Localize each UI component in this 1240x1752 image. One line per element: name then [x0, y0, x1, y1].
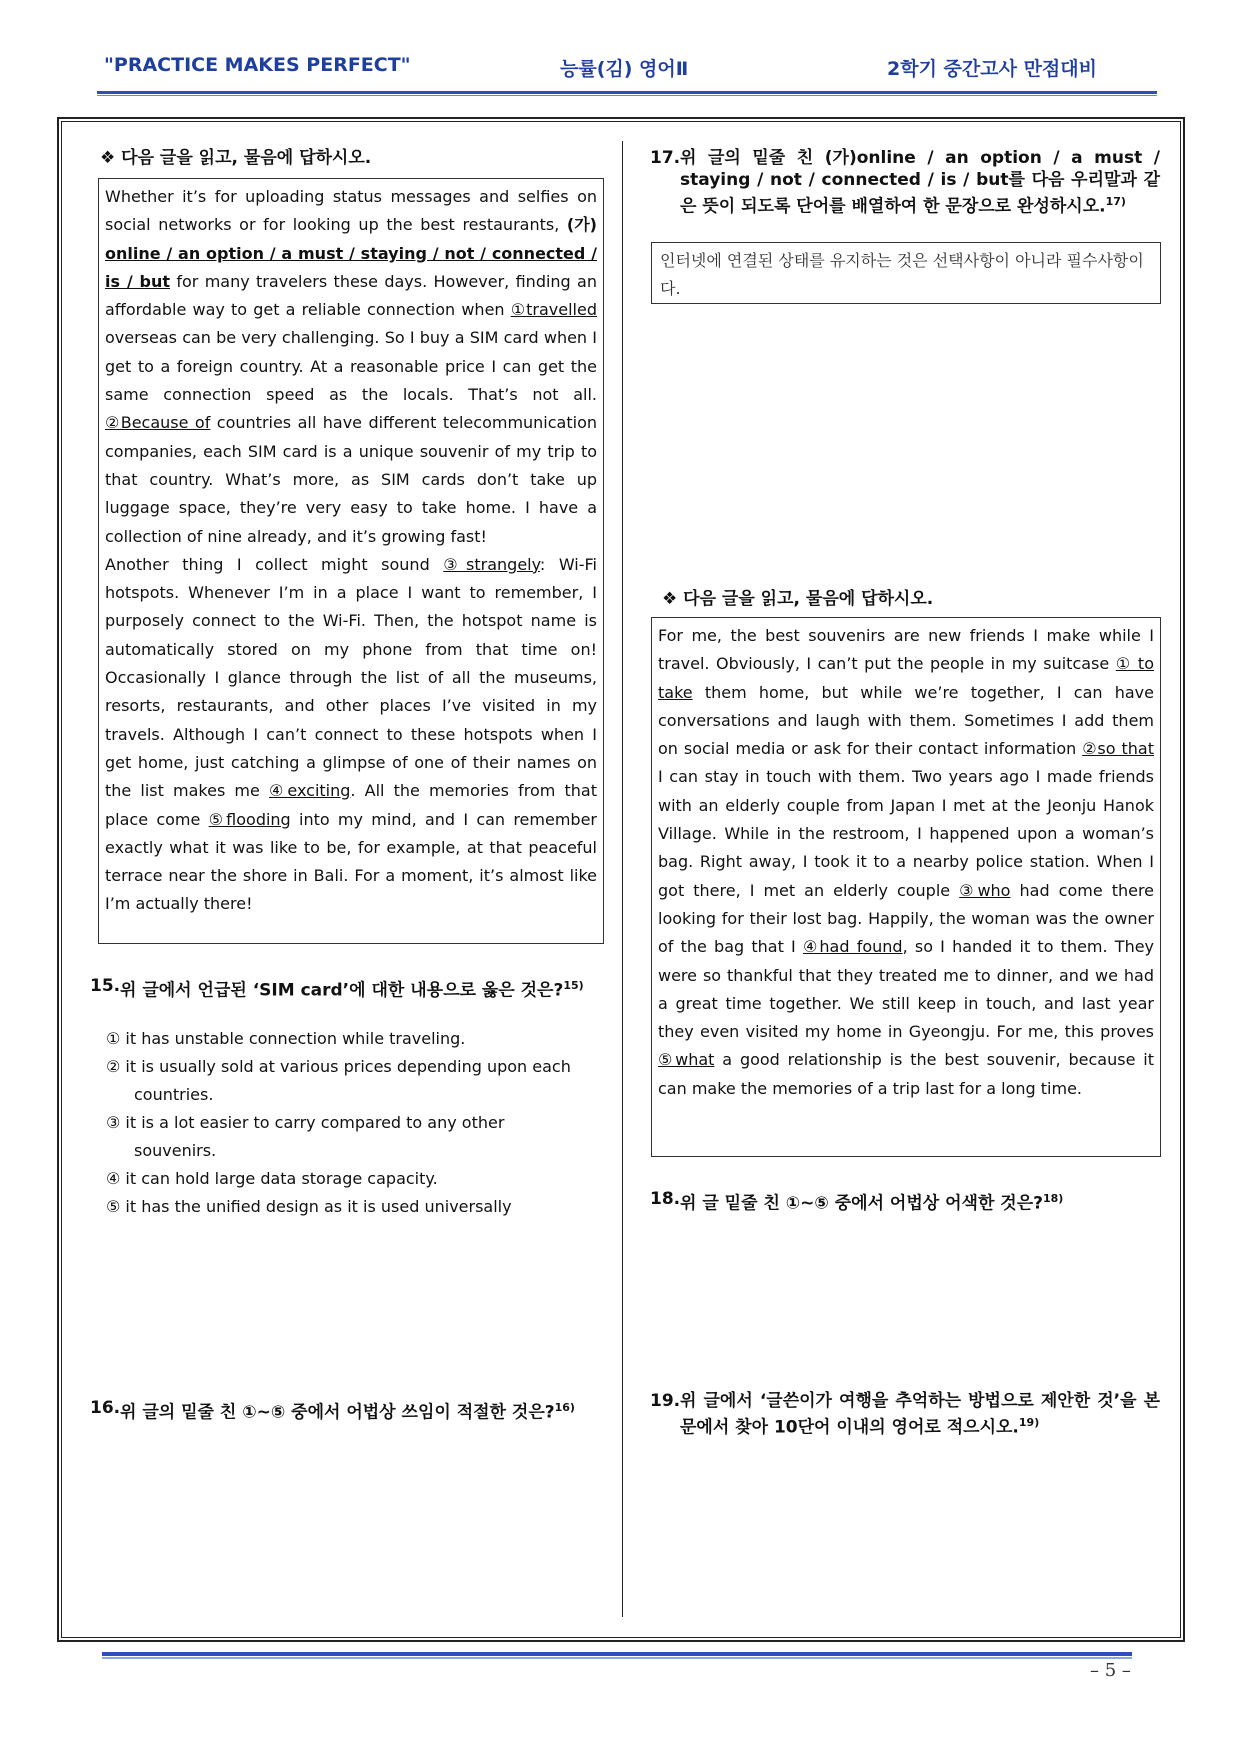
marked-2: ②Because of	[105, 413, 211, 433]
marked-5: ⑤what	[658, 1050, 715, 1070]
question-15: 15. 위 글에서 언급된 ‘SIM card’에 대한 내용으로 옳은 것은?$^{15)}$	[90, 976, 584, 1001]
left-instruction: ❖ 다음 글을 읽고, 물음에 답하시오.	[100, 148, 372, 168]
column-divider	[622, 141, 623, 1617]
header-series-title: "PRACTICE MAKES PERFECT"	[104, 54, 411, 76]
marked-2: ②so that	[1082, 739, 1154, 759]
page-number: – 5 –	[1090, 1660, 1131, 1681]
header-exam-title: 2학기 중간고사 만점대비	[887, 58, 1097, 80]
marked-3: ③strangely	[443, 554, 540, 574]
question-15-options	[104, 1025, 584, 1221]
header-rule-thin	[97, 95, 1157, 96]
option-2[interactable]: ② it is usually sold at various prices depending upon each countries.	[106, 1057, 571, 1104]
scrambled-words: online / an option / a must / staying / not / connected / is / but	[105, 243, 597, 291]
footer-rule-thin	[102, 1657, 1132, 1659]
option-3[interactable]: ③ it is a lot easier to carry compared to any other souvenirs.	[106, 1113, 505, 1160]
right-instruction: ❖ 다음 글을 읽고, 물음에 답하시오.	[662, 589, 934, 609]
marked-4: ④exciting	[269, 781, 351, 801]
right-passage-box: For me, the best souvenirs are new friends I make while I travel. Obviously, I can’t put the people in my suitcase ① to take them home, but while we’re together, I can have conversations and laugh with them. Sometimes I add them on social media or ask for their contact information ②so that I can stay in touch with them. Two years ago I made friends with an elderly couple from Japan I met at the Jeonju Hanok Village. While in the restroom, I happened upon a woman’s bag. Right away, I took it to a nearby police station. When I got there, I met an elderly couple ③who had come there looking for their lost bag. Happily, the woman was the owner of the bag that I ④had found, so I handed it to them. They were so thankful that they treated me to dinner, and we had a great time together. We still keep in touch, and last year they even visited my home in Gyeongju. For me, this proves ⑤what a good relationship is the best souvenir, because it can make the memories of a trip last for a long time.	[651, 617, 1161, 1157]
option-1[interactable]: ① it has unstable connection while traveling.	[106, 1029, 466, 1048]
question-16: 16. 위 글의 밑줄 친 ①~⑤ 중에서 어법상 쓰임이 적절한 것은?$^{16)}$	[90, 1398, 575, 1423]
left-passage-box: Whether it’s for uploading status messages and selfies on social networks or for looking up the best restaurants, (가) online / an option / a must / staying / not / connected / is / but for many travelers these days. However, finding an affordable way to get a reliable connection when ①travelled overseas can be very challenging. So I buy a SIM card when I get to a foreign country. At a reasonable price I can get the same connection speed as the locals. That’s not all. ②Because of countries all have different telecommunication companies, each SIM card is a unique souvenir of my trip to that country. What’s more, as SIM cards don’t take up luggage space, they’re very easy to take home. I have a collection of nine already, and it’s growing fast! Another thing I collect might sound ③strangely: Wi-Fi hotspots. Whenever I’m in a place I want to remember, I purposely connect to the Wi-Fi. Then, the hotspot name is automatically stored on my phone from that time on! Occasionally I glance through the list of all the museums, resorts, restaurants, and other places I’ve visited in my travels. Although I can’t connect to these hotspots when I get home, just catching a glimpse of one of their names on the list makes me ④exciting. All the memories from that place come ⑤flooding into my mind, and I can remember exactly what it was like to be, for example, at that peaceful terrace near the shore in Bali. For a moment, it’s almost like I’m actually there!	[98, 178, 604, 944]
header-textbook: 능률(김) 영어Ⅱ	[560, 58, 689, 80]
marked-3: ③who	[959, 880, 1011, 900]
footer-rule	[102, 1652, 1132, 1656]
question-18: 18. 위 글 밑줄 친 ①~⑤ 중에서 어법상 어색한 것은?$^{18)}$	[650, 1189, 1064, 1214]
marked-1: ①travelled	[510, 300, 597, 320]
marked-5: ⑤flooding	[208, 809, 291, 829]
header-rule	[97, 91, 1157, 94]
option-5[interactable]: ⑤ it has the unified design as it is used universally	[106, 1197, 512, 1216]
question-17: 17. 위 글의 밑줄 친 (가)online / an option / a must / staying / not / connected / is / but를 다음 우리말과 같은 뜻이 되도록 단어를 배열하여 한 문장으로 완성하시오.$^{17)}$	[650, 148, 1160, 217]
marked-4: ④had found	[802, 937, 903, 957]
question-19: 19. 위 글에서 ‘글쓴이가 여행을 추억하는 방법으로 제안한 것’을 본문에서 찾아 10단어 이내의 영어로 적으시오.$^{19)}$	[650, 1391, 1160, 1438]
option-4[interactable]: ④ it can hold large data storage capacity.	[106, 1169, 438, 1188]
q17-korean-box: 인터넷에 연결된 상태를 유지하는 것은 선택사항이 아니라 필수사항이다.	[651, 242, 1161, 304]
marked-1: ① to take	[658, 654, 1154, 702]
